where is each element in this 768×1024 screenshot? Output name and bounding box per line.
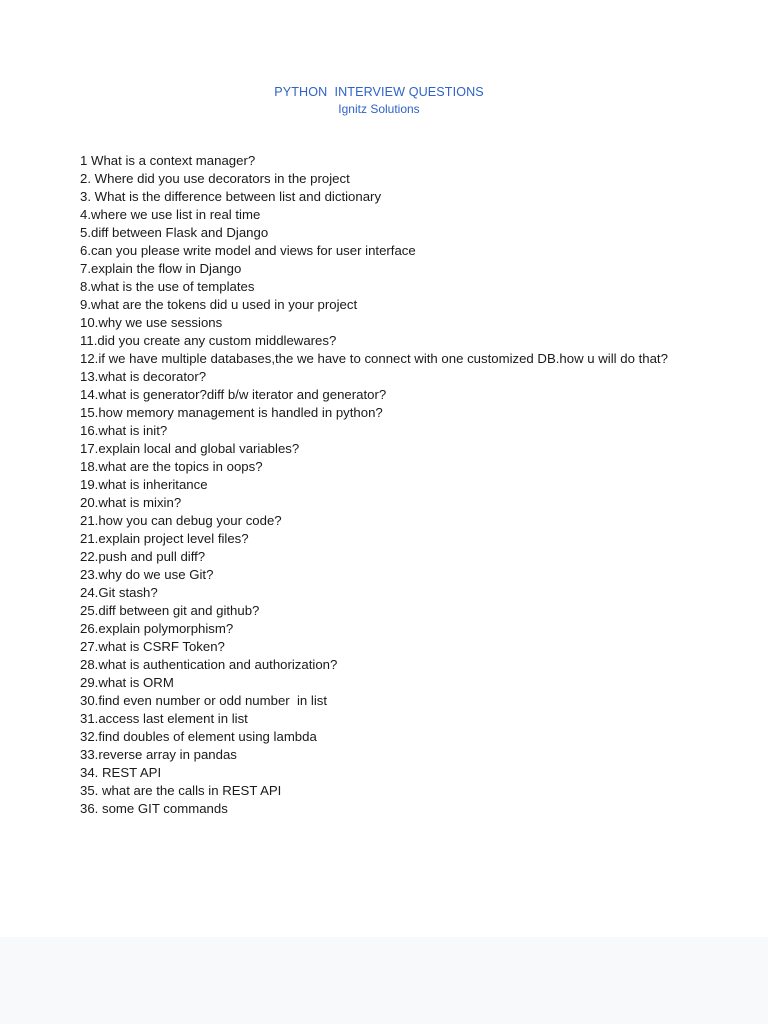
question-item: 2. Where did you use decorators in the project — [80, 171, 350, 186]
question-item: 23.why do we use Git? — [80, 567, 214, 582]
question-item: 8.what is the use of templates — [80, 279, 255, 294]
question-item: 19.what is inheritance — [80, 477, 208, 492]
question-item: 30.find even number or odd number in list — [80, 693, 328, 708]
question-item: 20.what is mixin? — [80, 495, 182, 510]
question-item: 24.Git stash? — [80, 585, 158, 600]
question-item: 5.diff between Flask and Django — [80, 225, 269, 240]
document-title: PYTHON INTERVIEW QUESTIONS — [274, 85, 484, 99]
question-item: 28.what is authentication and authorization? — [80, 657, 338, 672]
question-item: 10.why we use sessions — [80, 315, 223, 330]
question-item: 13.what is decorator? — [80, 369, 207, 384]
question-item: 15.how memory management is handled in python? — [80, 405, 383, 420]
question-item: 31.access last element in list — [80, 711, 248, 726]
question-item: 32.find doubles of element using lambda — [80, 729, 317, 744]
question-item: 11.did you create any custom middlewares? — [80, 333, 337, 348]
question-item: 17.explain local and global variables? — [80, 441, 300, 456]
question-item: 26.explain polymorphism? — [80, 621, 234, 636]
question-item: 3. What is the difference between list and dictionary — [80, 189, 382, 204]
question-item: 4.where we use list in real time — [80, 207, 261, 222]
question-item: 7.explain the flow in Django — [80, 261, 242, 276]
question-item: 21.how you can debug your code? — [80, 513, 282, 528]
question-item: 27.what is CSRF Token? — [80, 639, 225, 654]
question-item: 9.what are the tokens did u used in your project — [80, 297, 358, 312]
question-list — [80, 152, 680, 818]
question-item: 16.what is init? — [80, 423, 168, 438]
question-item: 1 What is a context manager? — [80, 153, 256, 168]
question-item: 22.push and pull diff? — [80, 549, 206, 564]
question-item: 33.reverse array in pandas — [80, 747, 237, 762]
question-item: 12.if we have multiple databases,the we have to connect with one customized DB.how u will do that? — [80, 351, 668, 366]
question-item: 14.what is generator?diff b/w iterator and generator? — [80, 387, 387, 402]
question-item: 25.diff between git and github? — [80, 603, 260, 618]
document-subtitle: Ignitz Solutions — [338, 102, 420, 116]
viewer-footer-band — [0, 937, 768, 1024]
document-header — [0, 84, 758, 118]
question-item: 21.explain project level files? — [80, 531, 249, 546]
question-item: 29.what is ORM — [80, 675, 174, 690]
question-item: 36. some GIT commands — [80, 801, 228, 816]
question-item: 34. REST API — [80, 765, 162, 780]
question-item: 18.what are the topics in oops? — [80, 459, 263, 474]
question-item: 35. what are the calls in REST API — [80, 783, 282, 798]
question-item: 6.can you please write model and views for user interface — [80, 243, 416, 258]
